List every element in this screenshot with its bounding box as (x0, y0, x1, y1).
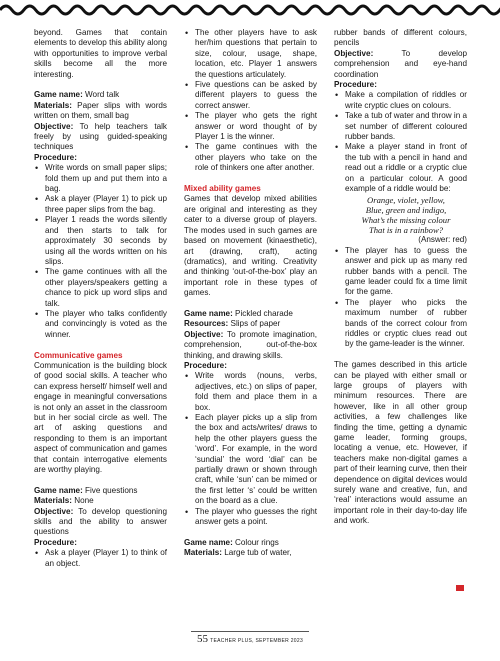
list-item: • Write words (nouns, verbs, adjectives, etc.) on slips of paper, fold them and place them in a box. (195, 371, 317, 413)
list-item: • The other players have to ask her/him questions that pertain to size, colour, usage, shape, location, etc. Player 1 answers the questions articulately. (195, 28, 317, 80)
section-heading-mixed-ability: Mixed ability games (184, 184, 261, 194)
list-item: • The game continues with all the other players/speakers getting a chance to pick up word slips and talk. (45, 267, 167, 309)
section-heading-communicative: Communicative games (34, 350, 123, 360)
word-talk-steps (34, 163, 167, 340)
game-colour-rings-objective: Objective: To develop comprehension and eye-hand coordination (334, 48, 467, 79)
list-item: • Make a player stand in front of the tub with a pencil in hand and read out a riddle or a cryptic clue on a particular colour. A good example of a riddle would be: Orange, violet, yellow, Blue, green and indigo, What’s the missing colour That is in a rainbow? (Answer: red) (345, 142, 467, 245)
closing-paragraph: The games described in this article can be played with either small or large groups of players with minimum resources. There are however, like in all other group activities, a few challenges like finding the time, getting a dynamic game leader, forming groups, locating a venue, etc. However, if teachers make non-digital games a part of their learning curve, then their dependence on digital devices would surely wane and creative, fun, and ‘real’ interactions would assume an important role in their day-to-day life and work. (334, 360, 467, 526)
list-item: • Take a tub of water and throw in a set number of different coloured rubber bands. (345, 111, 467, 142)
five-questions-steps (34, 548, 167, 569)
list-item: • Five questions can be asked by different players to guess the correct answer. (195, 80, 317, 111)
list-item: • The player who picks the maximum number of rubber bands of the correct colour from riddles or cryptic clues read out by the game-leader is the winner. (345, 298, 467, 350)
list-item: • The player who guesses the right answer gets a point. (195, 507, 317, 528)
riddle-verse: Orange, violet, yellow, Blue, green and indigo, What’s the missing colour That is in a rainbow? (361, 194, 451, 236)
list-item: • Player 1 reads the words silently and then starts to talk for approximately 30 seconds by using all the words written on his slips. (45, 215, 167, 267)
game-pickled-charade-resources: Resources: Slips of paper (184, 319, 281, 329)
game-five-questions-materials: Materials: None (34, 496, 94, 506)
game-pickled-charade-objective: Objective: To promote imagination, comprehension, out-of-the-box thinking, and drawing skills. (184, 329, 317, 360)
game-five-questions-name: Game name: Five questions (34, 485, 138, 495)
communicative-paragraph: Communication is the building block of good social skills. A teacher who can express herself/ himself well and engage in meaningful conversations is not only an asset in the classroom but in her social circle as well. The art of asking questions and responding to them is an important aspect of communication and games that contain interrogative elements are worthy playing. (34, 360, 167, 475)
intro-paragraph: beyond. Games that contain elements to develop this ability along with opportunities to improve verbal skills become all the more interesting. (34, 28, 167, 79)
mixed-ability-paragraph: Games that develop mixed abilities are original and interesting as they cater to a diverse group of players. The modes used in such games are based on movement (kinaesthetic), art (drawing, craft), acting (dramatics), and writing. Creativity and thinking ‘out-of-the-box’ play an important role in these types of games. (184, 194, 317, 298)
list-item: • Ask a player (Player 1) to pick up three paper slips from the bag. (45, 194, 167, 215)
column-2 (184, 28, 317, 559)
game-pickled-charade-name: Game name: Pickled charade (184, 308, 293, 318)
procedure-label: Procedure: (34, 152, 77, 162)
list-item: • The player who talks confidently and convincingly is voted as the winner. (45, 309, 167, 340)
page-number: 55 (196, 633, 208, 645)
list-item: • Ask a player (Player 1) to think of an object. (45, 548, 167, 569)
list-item: • Make a compilation of riddles or write cryptic clues on colours. (345, 90, 467, 111)
column-3 (334, 28, 467, 527)
procedure-label: Procedure: (34, 537, 77, 547)
game-five-questions-objective: Objective: To develop questioning skills and the ability to answer questions (34, 506, 167, 537)
column-1 (34, 28, 167, 569)
pickled-charade-steps (184, 371, 317, 527)
colour-rings-steps (334, 90, 467, 349)
five-questions-steps-cont (184, 28, 317, 174)
game-colour-rings-name: Game name: Colour rings (184, 537, 279, 547)
page-footer (0, 631, 500, 645)
procedure-label: Procedure: (334, 80, 377, 90)
colour-rings-materials-cont: rubber bands of different colours, pencils (334, 28, 467, 48)
list-item: • The game continues with the other players who take on the role of thinkers one after another. (195, 142, 317, 173)
magazine-name: TEACHER PLUS, SEPTEMBER 2023 (210, 638, 304, 644)
article-columns (34, 28, 466, 618)
list-item: • Write words on small paper slips; fold them up and put them into a bag. (45, 163, 167, 194)
list-item: • Each player picks up a slip from the box and acts/writes/ draws to help the other players guess the ‘word’. For example, in the word ‘sundial’ the word ‘dial’ can be partially drawn or shown through craft, while ‘sun’ can be mimed or the first letter ‘s’ could be written on the board as a clue. (195, 413, 317, 507)
riddle-answer: (Answer: red) (418, 235, 467, 245)
procedure-label: Procedure: (184, 360, 227, 370)
list-item: • The player has to guess the answer and pick up as many red rubber bands with a pencil. The game leader could fix a time limit for the game. (345, 246, 467, 298)
page-number-block (191, 631, 309, 645)
list-item: • The player who gets the right answer or word thought of by Player 1 is the winner. (195, 111, 317, 142)
game-word-talk-objective: Objective: To help teachers talk freely by using guided-speaking techniques (34, 121, 167, 152)
game-colour-rings-materials: Materials: Large tub of water, (184, 548, 292, 558)
game-word-talk-materials: Materials: Paper slips with words written on them, small bag (34, 100, 167, 121)
game-word-talk-name: Game name: Word talk (34, 90, 120, 100)
end-of-article-mark (456, 585, 464, 591)
decorative-wave-border (0, 0, 500, 24)
